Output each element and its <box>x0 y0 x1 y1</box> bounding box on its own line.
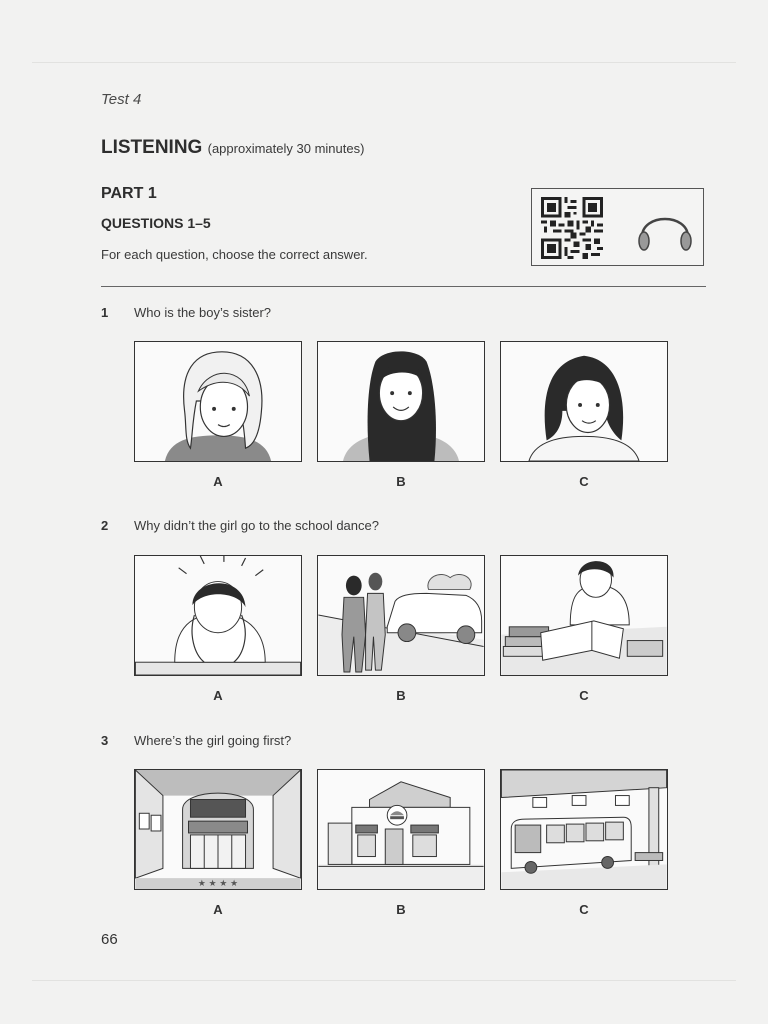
option-letter-3a: A <box>213 902 223 917</box>
shoulder-length-dark-hair-girl-illustration <box>501 342 667 461</box>
part-title: PART 1 <box>101 185 157 202</box>
girl-headache-illustration <box>135 556 301 675</box>
option-picture-1b[interactable] <box>317 341 485 462</box>
option-picture-3b[interactable] <box>317 769 485 890</box>
option-letter-3c: C <box>579 902 589 917</box>
question-number: 2 <box>101 518 109 533</box>
cinema-illustration <box>135 770 301 889</box>
option-letter-1a: A <box>213 474 223 489</box>
section-subtitle: (approximately 30 minutes) <box>207 141 365 156</box>
option-letter-2a: A <box>213 688 223 703</box>
test-label: Test 4 <box>101 91 142 108</box>
long-dark-hair-girl-illustration <box>318 342 484 461</box>
option-picture-1a[interactable] <box>134 341 302 462</box>
girl-studying-illustration <box>501 556 667 675</box>
instruction-text: For each question, choose the correct answer. <box>101 247 368 262</box>
option-letter-2c: C <box>579 688 589 703</box>
headphones-icon[interactable] <box>634 203 696 255</box>
question-number: 1 <box>101 305 109 320</box>
question-text: Where’s the girl going first? <box>134 733 292 748</box>
header-rule <box>101 286 706 287</box>
qr-code-icon[interactable] <box>540 197 604 259</box>
section-title <box>101 137 364 159</box>
page-edge-bottom <box>32 980 736 981</box>
option-letter-1b: B <box>396 474 406 489</box>
svg-text:★ ★ ★ ★: ★ ★ ★ ★ <box>197 879 239 889</box>
bus-station-illustration <box>501 770 667 889</box>
option-letter-2b: B <box>396 688 406 703</box>
blonde-girl-illustration <box>135 342 301 461</box>
option-picture-3a[interactable] <box>134 769 302 890</box>
burger-restaurant-illustration <box>318 770 484 889</box>
broken-down-car-illustration <box>318 556 484 675</box>
question-text: Why didn’t the girl go to the school dance? <box>134 518 379 533</box>
question-text: Who is the boy’s sister? <box>134 305 272 320</box>
option-picture-2a[interactable] <box>134 555 302 676</box>
page-edge-top <box>32 62 736 63</box>
option-picture-2c[interactable] <box>500 555 668 676</box>
section-title-text: LISTENING <box>101 137 203 158</box>
option-picture-1c[interactable] <box>500 341 668 462</box>
audio-box[interactable] <box>531 188 704 266</box>
option-letter-3b: B <box>396 902 406 917</box>
option-picture-2b[interactable] <box>317 555 485 676</box>
page-number: 66 <box>101 931 118 948</box>
questions-range: QUESTIONS 1–5 <box>101 215 211 231</box>
question-number: 3 <box>101 733 109 748</box>
option-letter-1c: C <box>579 474 589 489</box>
option-picture-3c[interactable] <box>500 769 668 890</box>
